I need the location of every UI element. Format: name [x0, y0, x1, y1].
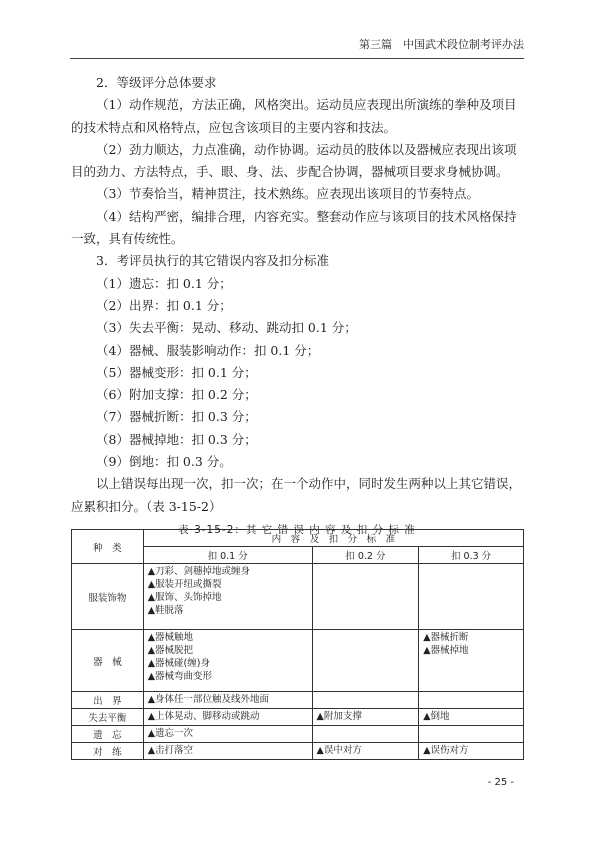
deduction-cell-c1 [143, 564, 312, 630]
paragraph-3: （3）节奏恰当，精神贯注，技术熟练。应表现出该项目的节奏特点。 [96, 186, 479, 202]
paragraph-2-line-2: 目的劲力、方法特点，手、眼、身、法、步配合协调，器械项目要求身械协调。 [71, 164, 509, 180]
deduction-cell-c3 [419, 692, 524, 709]
table-row [72, 726, 524, 743]
deduction-cell-c2 [312, 709, 419, 726]
error-item: （2）出界：扣 0.1 分； [96, 297, 232, 313]
row-category: 失去平衡 [72, 709, 144, 726]
header-category: 种 类 [72, 530, 144, 564]
deduction-table [71, 529, 524, 760]
deduction-cell-c3 [419, 726, 524, 743]
error-item: （1）遗忘：扣 0.1 分； [96, 275, 232, 291]
deduction-item: ▲倒地 [423, 711, 450, 722]
deduction-cell-c2 [312, 726, 419, 743]
deduction-cell-c1 [143, 709, 312, 726]
deduction-item: ▲附加支撑 [316, 711, 362, 722]
error-item: （5）器械变形：扣 0.1 分； [96, 364, 257, 380]
table-body [72, 564, 524, 760]
page-number: - 25 - [487, 777, 514, 788]
error-item: （4）器械、服装影响动作：扣 0.1 分； [96, 342, 320, 358]
row-category: 遗 忘 [72, 726, 144, 743]
error-item: （8）器械掉地：扣 0.3 分； [96, 431, 257, 447]
deduction-item: ▲器械触地 [147, 632, 194, 643]
error-item: （3）失去平衡：晃动、移动、跳动扣 0.1 分； [96, 320, 357, 336]
error-item: （9）倒地：扣 0.3 分。 [96, 454, 232, 470]
deduction-item: ▲遗忘一次 [147, 728, 194, 739]
deduction-cell-c1 [143, 726, 312, 743]
deduction-cell-c3 [419, 564, 524, 630]
deduction-cell-c2 [312, 692, 419, 709]
row-category: 器 械 [72, 630, 144, 692]
deduction-cell-c3 [419, 709, 524, 726]
table-header-row [72, 530, 524, 547]
deduction-item: ▲服饰、头饰掉地 [147, 592, 222, 603]
deduction-cell-c1 [143, 692, 312, 709]
deduction-item: ▲器械弯曲变形 [147, 671, 213, 682]
header-group: 内 容 及 扣 分 标 准 [143, 530, 523, 547]
table-row [72, 692, 524, 709]
deduction-item: ▲鞋脱落 [147, 605, 184, 616]
deduction-cell-c3 [419, 743, 524, 760]
deduction-cell-c3 [419, 630, 524, 692]
paragraph-1-line-2: 的技术特点和风格特点，应包含该项目的主要内容和技法。 [71, 119, 397, 135]
deduction-cell-c1 [143, 630, 312, 692]
deduction-cell-c2 [312, 564, 419, 630]
error-item: （7）器械折断：扣 0.3 分； [96, 409, 257, 425]
deduction-item: ▲器械掉地 [423, 645, 469, 656]
row-category: 服装饰物 [72, 564, 144, 630]
row-category: 对 练 [72, 743, 144, 760]
deduction-item: ▲上体晃动、脚移动或跳动 [147, 711, 260, 722]
header-col-0-2: 扣 0.2 分 [312, 547, 419, 564]
paragraph-4-line-2: 一致，具有传统性。 [71, 231, 184, 247]
table-row [72, 743, 524, 760]
deduction-item: ▲击打落空 [147, 745, 194, 756]
summary-line-2: 应累积扣分。（表 3-15-2） [71, 498, 222, 514]
paragraph-4-line-1: （4）结构严密，编排合理，内容充实。整套动作应与该项目的技术风格保持 [96, 208, 517, 224]
row-category: 出 界 [72, 692, 144, 709]
running-head: 第三篇 中国武术段位制考评办法 [70, 38, 524, 59]
table-row [72, 630, 524, 692]
header-col-0-1: 扣 0.1 分 [143, 547, 312, 564]
error-item: （6）附加支撑：扣 0.2 分； [96, 387, 257, 403]
body-text [71, 72, 523, 538]
deduction-item: ▲服装开纽或撕裂 [147, 579, 222, 590]
deduction-item: ▲器械折断 [423, 632, 469, 643]
deduction-item: ▲刀彩、剑穗掉地或缠身 [147, 566, 251, 577]
deduction-cell-c2 [312, 743, 419, 760]
header-col-0-3: 扣 0.3 分 [419, 547, 524, 564]
deduction-item: ▲器械脱把 [147, 645, 194, 656]
deduction-item: ▲误伤对方 [423, 745, 469, 756]
paragraph-2-line-1: （2）劲力顺达，力点准确，动作协调。运动员的肢体以及器械应表现出该项 [96, 141, 517, 157]
table-row [72, 709, 524, 726]
section-3-heading: 3．考评员执行的其它错误内容及扣分标准 [96, 253, 329, 269]
table-caption: 表 3-15-2：其 它 错 误 内 容 及 扣 分 标 准 [178, 523, 416, 536]
deduction-cell-c1 [143, 743, 312, 760]
deduction-cell-c2 [312, 630, 419, 692]
table-row [72, 564, 524, 630]
paragraph-1-line-1: （1）动作规范，方法正确，风格突出。运动员应表现出所演练的拳种及项目 [96, 97, 517, 113]
deduction-item: ▲误中对方 [316, 745, 362, 756]
deduction-item: ▲身体任一部位触及线外地面 [147, 694, 270, 705]
section-2-heading: 2．等级评分总体要求 [96, 75, 217, 90]
deduction-item: ▲器械碰(缠)身 [147, 658, 210, 669]
summary-line-1: 以上错误每出现一次，扣一次；在一个动作中，同时发生两种以上其它错误， [96, 476, 522, 492]
